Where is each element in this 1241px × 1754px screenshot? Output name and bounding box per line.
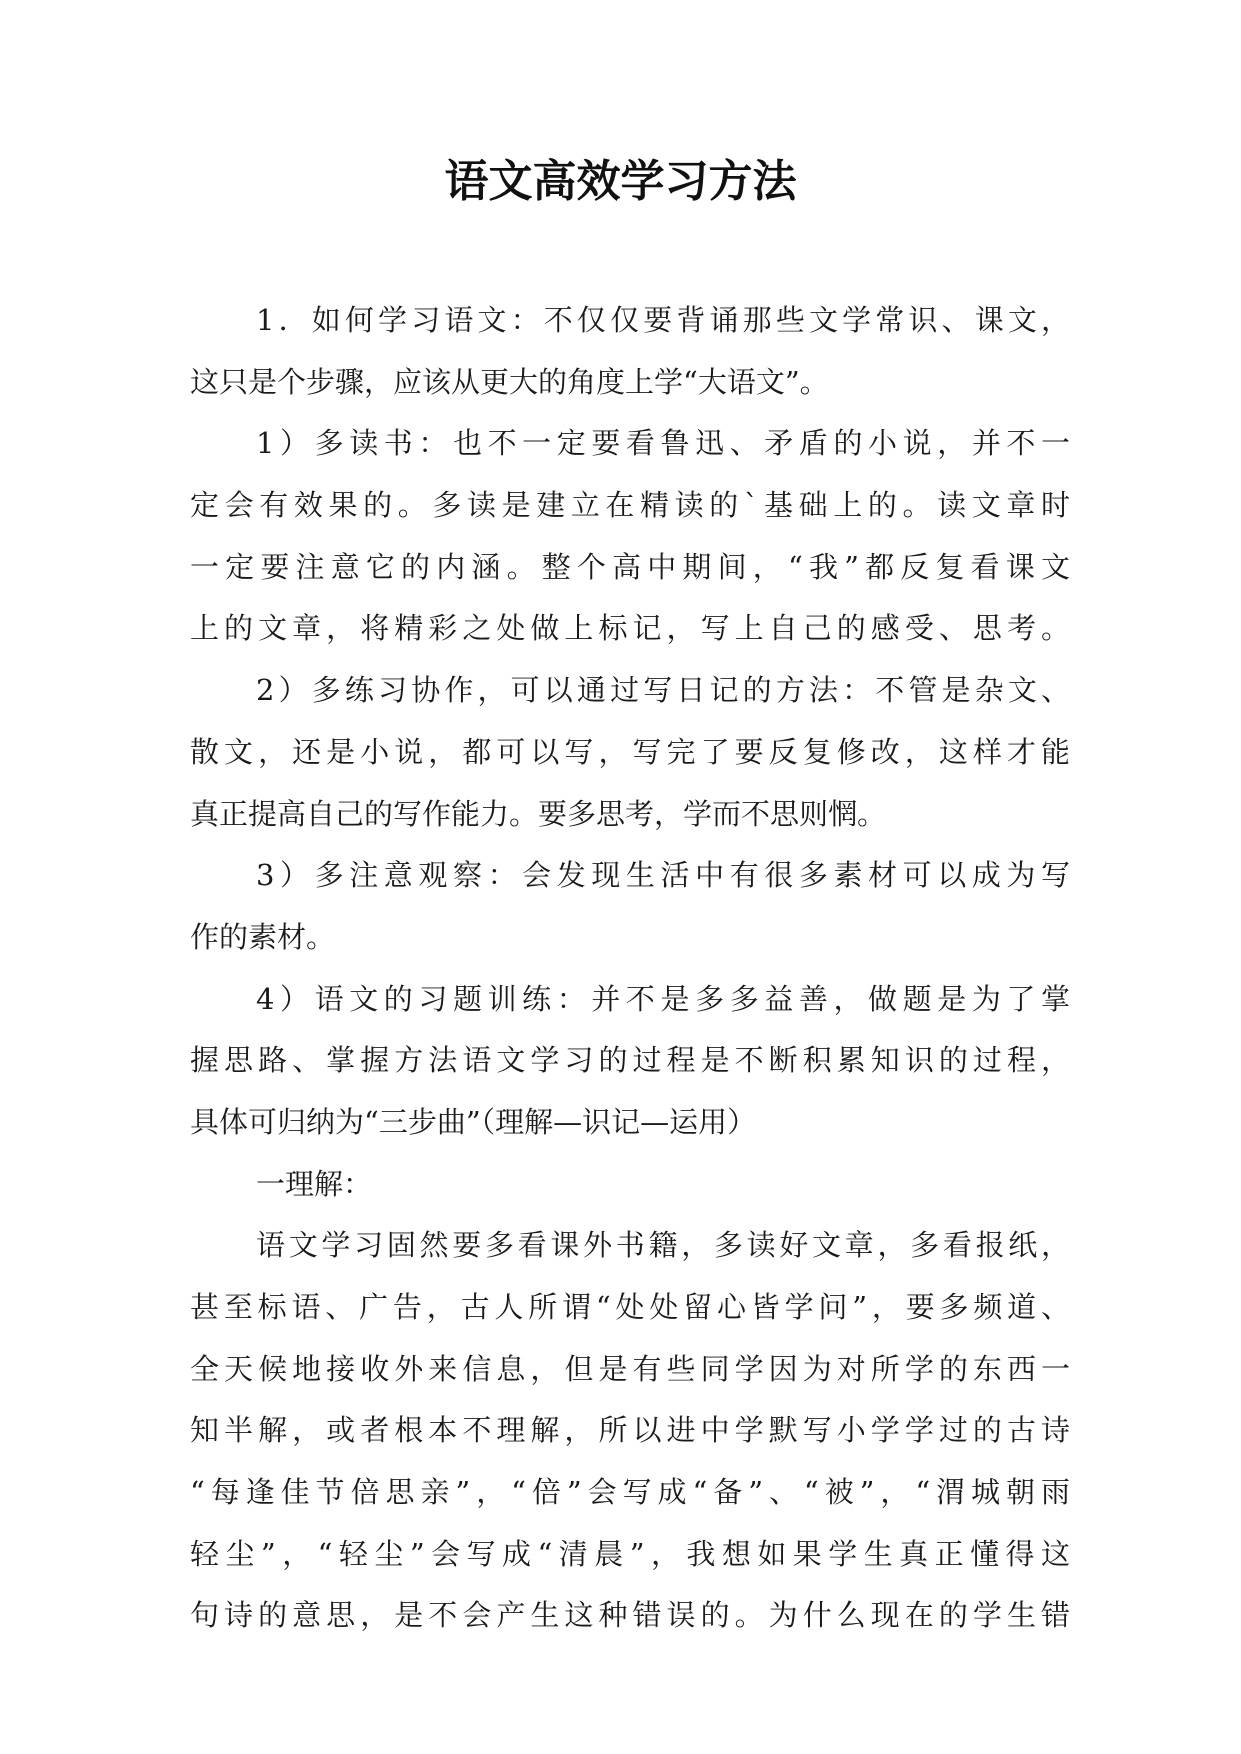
document-body: [190, 290, 1070, 1647]
section-heading-line: 一理解：: [256, 1166, 373, 1201]
paragraph-line: 全天候地接收外来信息，但是有些同学因为对所学的东西一: [190, 1351, 1070, 1386]
paragraph-line: 上的文章，将精彩之处做上标记，写上自己的感受、思考。: [190, 611, 1070, 646]
paragraph-line: 3）多注意观察：会发现生活中有很多素材可以成为写: [256, 858, 1070, 893]
paragraph-line: 真正提高自己的写作能力。要多思考，学而不思则惘。: [190, 796, 887, 831]
paragraph-line: 一定要注意它的内涵。整个高中期间，“我”都反复看课文: [190, 549, 1070, 584]
paragraph-line: 2）多练习协作，可以通过写日记的方法：不管是杂文、: [256, 673, 1070, 708]
paragraph-line: 轻尘”，“轻尘”会写成“清晨”，我想如果学生真正懂得这: [190, 1536, 1070, 1571]
paragraph-line: 握思路、掌握方法语文学习的过程是不断积累知识的过程，: [190, 1043, 1070, 1078]
paragraph-line: 作的素材。: [190, 919, 336, 954]
paragraph-line: 1）多读书：也不一定要看鲁迅、矛盾的小说，并不一: [256, 426, 1070, 461]
document-title: 语文高效学习方法: [444, 156, 797, 207]
paragraph-line: 这只是个步骤，应该从更大的角度上学“大语文”。: [190, 364, 829, 399]
paragraph-line: 句诗的意思，是不会产生这种错误的。为什么现在的学生错: [190, 1598, 1070, 1633]
paragraph-line: “每逢佳节倍思亲”，“倍”会写成“备”、“被”，“渭城朝雨: [190, 1475, 1070, 1510]
paragraph-line: 4）语文的习题训练：并不是多多益善，做题是为了掌: [256, 981, 1070, 1016]
paragraph-line: 知半解，或者根本不理解，所以进中学默写小学学过的古诗: [190, 1413, 1070, 1448]
paragraph-line: 甚至标语、广告，古人所谓“处处留心皆学问”，要多频道、: [190, 1290, 1070, 1324]
paragraph-line: 具体可归纳为“三步曲”（理解—识记—运用）: [190, 1104, 757, 1139]
paragraph-line: 语文学习固然要多看课外书籍，多读好文章，多看报纸，: [256, 1228, 1070, 1263]
paragraph-line: 散文，还是小说，都可以写，写完了要反复修改，这样才能: [190, 734, 1070, 769]
paragraph-line: 定会有效果的。多读是建立在精读的`基础上的。读文章时: [190, 488, 1070, 523]
paragraph-line: 1．如何学习语文：不仅仅要背诵那些文学常识、课文，: [256, 303, 1070, 337]
